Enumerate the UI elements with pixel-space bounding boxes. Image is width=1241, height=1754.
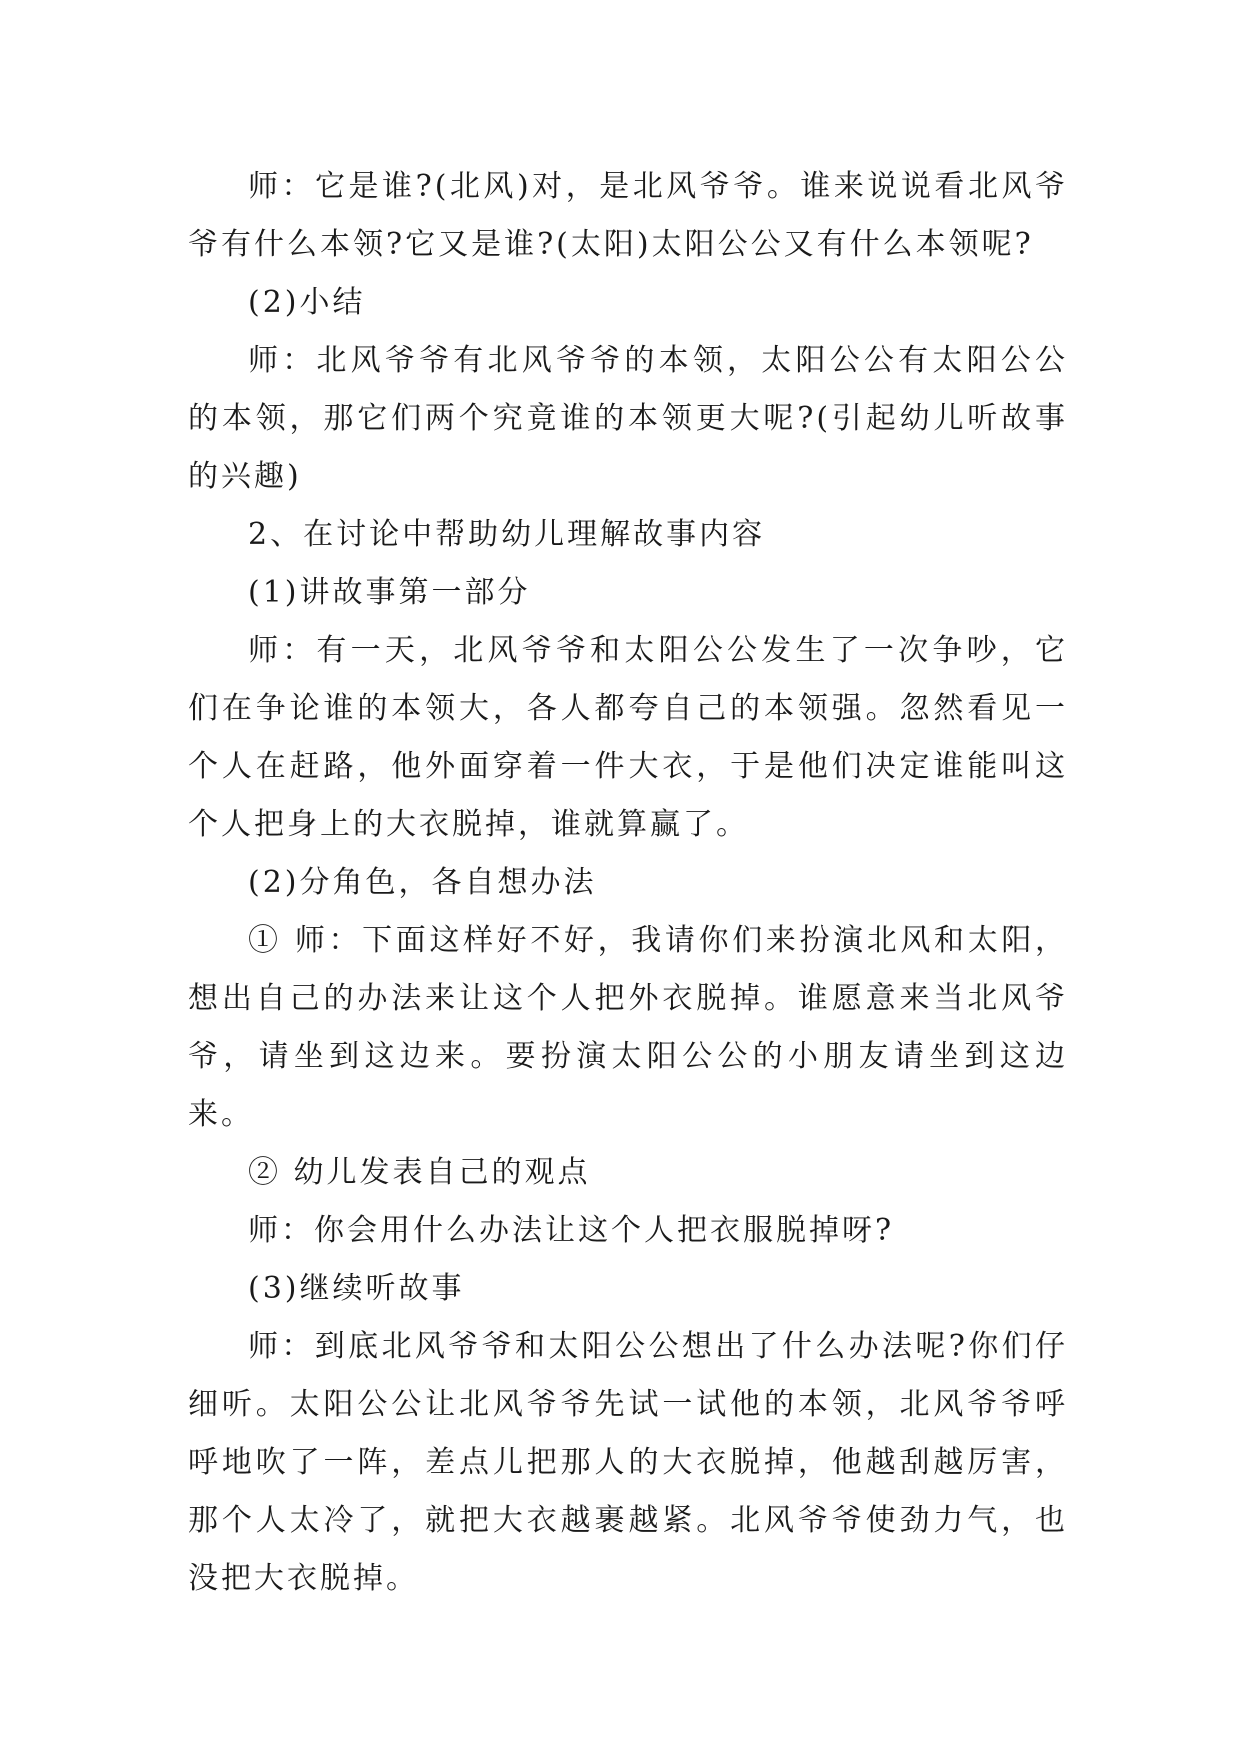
paragraph-children-opinions: ② 幼儿发表自己的观点 <box>248 1155 591 1190</box>
heading-summary: (2)小结 <box>248 285 366 320</box>
paragraph-story-continued: 师：到底北风爷爷和太阳公公想出了什么办法呢?你们仔细听。太阳公公让北风爷爷先试一试他的本领，北风爷爷呼呼地吹了一阵，差点儿把那人的大衣脱掉，他越刮越厉害，那个人太冷了，就把大衣越裹越紧。北风爷爷使劲力气，也没把大衣脱掉。 <box>188 1329 1068 1596</box>
heading-role-play: (2)分角色，各自想办法 <box>248 865 597 900</box>
paragraph-role-play-instruction: ① 师：下面这样好不好，我请你们来扮演北风和太阳，想出自己的办法来让这个人把外衣脱掉。谁愿意来当北风爷爷，请坐到这边来。要扮演太阳公公的小朋友请坐到这边来。 <box>188 923 1068 1132</box>
paragraph-story-part-1: 师：有一天，北风爷爷和太阳公公发生了一次争吵，它们在争论谁的本领大，各人都夸自己的本领强。忽然看见一个人在赶路，他外面穿着一件大衣，于是他们决定谁能叫这个人把身上的大衣脱掉，谁就算赢了。 <box>188 633 1068 842</box>
heading-story-part-1: (1)讲故事第一部分 <box>248 575 531 610</box>
paragraph-teacher-who-is-it: 师：它是谁?(北风)对，是北风爷爷。谁来说说看北风爷爷有什么本领?它又是谁?(太阳)太阳公公又有什么本领呢? <box>188 169 1068 262</box>
heading-section-2: 2、在讨论中帮助幼儿理解故事内容 <box>248 517 766 552</box>
paragraph-teacher-question: 师：你会用什么办法让这个人把衣服脱掉呀? <box>248 1213 895 1248</box>
paragraph-teacher-whose-ability: 师：北风爷爷有北风爷爷的本领，太阳公公有太阳公公的本领，那它们两个究竟谁的本领更大呢?(引起幼儿听故事的兴趣) <box>188 343 1068 494</box>
document-body <box>188 158 1068 1608</box>
heading-continue-story: (3)继续听故事 <box>248 1271 465 1306</box>
